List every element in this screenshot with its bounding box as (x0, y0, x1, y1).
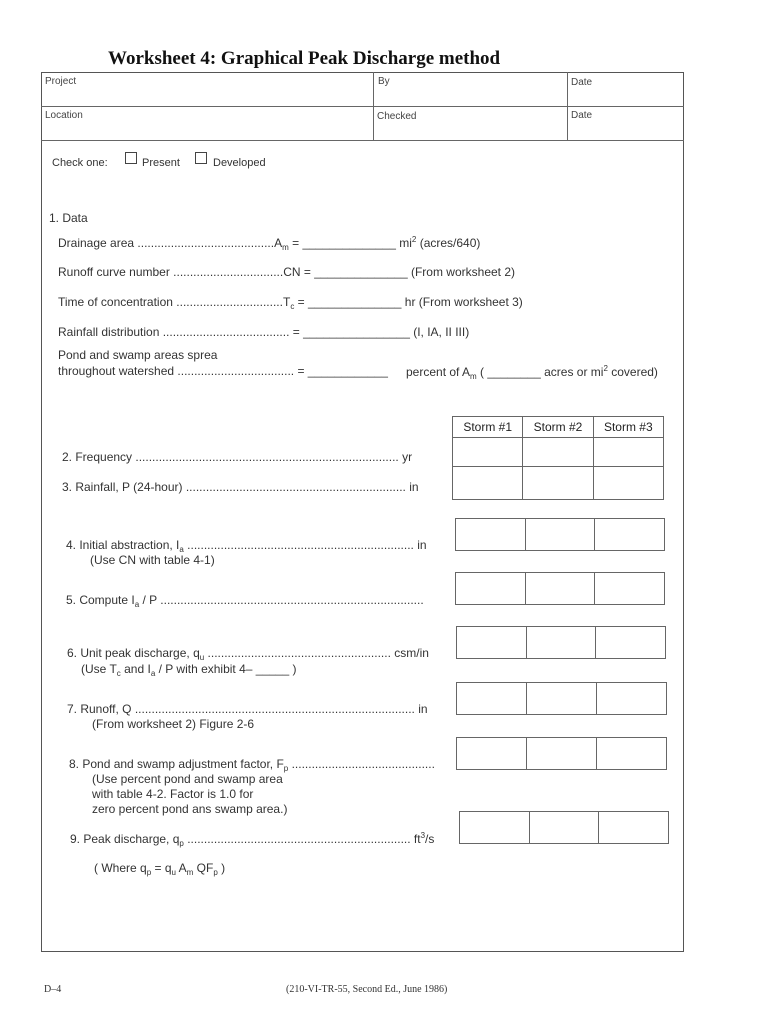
fp-storm-2-cell[interactable] (526, 738, 596, 769)
rainfall-label: 3. Rainfall, P (24-hour) .................................................................. in (62, 480, 419, 494)
qu-storm-1-cell[interactable] (457, 627, 526, 658)
project-label: Project (45, 76, 77, 87)
peak-discharge-label: 9. Peak discharge, $q_p$ ................................................................... $ft^3/s$ (70, 831, 435, 848)
ia-over-p-boxes (455, 572, 665, 605)
pond-line-1: Pond and swamp areas sprea (58, 348, 218, 362)
check-one-label: Check one: (52, 157, 108, 169)
ia-storm-3-cell[interactable] (594, 519, 664, 550)
ia-storm-2-cell[interactable] (525, 519, 595, 550)
rainfall-row (453, 466, 663, 499)
checked-label: Checked (377, 111, 417, 122)
initial-abstraction-note: (Use CN with table 4-1) (90, 553, 215, 567)
iap-storm-3-cell[interactable] (594, 573, 664, 604)
pond-factor-note-2: with table 4-2. Factor is 1.0 for (92, 787, 254, 801)
initial-abstraction-boxes (455, 518, 665, 551)
peak-discharge-boxes (459, 811, 669, 844)
developed-label: Developed (213, 157, 266, 169)
qu-storm-2-cell[interactable] (526, 627, 596, 658)
rainfall-storm-1-cell[interactable] (453, 467, 522, 499)
rainfall-storm-3-cell[interactable] (593, 467, 663, 499)
runoff-storm-3-cell[interactable] (596, 683, 666, 714)
runoff-storm-2-cell[interactable] (526, 683, 596, 714)
header-divider-1 (41, 106, 684, 107)
header-col-divider-1 (373, 72, 374, 140)
pond-percent: percent of $A_m$ ( ________ acres or $mi^2$ covered) (406, 364, 658, 381)
runoff-label: 7. Runoff, Q .................................................................................... in (67, 702, 428, 716)
time-of-concentration-row: Time of concentration $................................T_c$ = ______________ hr (From worksheet 3) (58, 295, 523, 311)
frequency-storm-2-cell[interactable] (522, 438, 592, 466)
header-divider-2 (41, 140, 684, 141)
drainage-area-row: Drainage area $.........................................A_m$ = ______________ $mi^2$ (acres/640) (58, 235, 481, 252)
qu-storm-3-cell[interactable] (595, 627, 665, 658)
frequency-storm-3-cell[interactable] (593, 438, 663, 466)
location-label: Location (45, 110, 83, 121)
frequency-storm-1-cell[interactable] (453, 438, 522, 466)
pond-line-2: throughout watershed ................................... = ____________ (58, 364, 388, 378)
runoff-note: (From worksheet 2) Figure 2-6 (92, 717, 255, 731)
date-label: Date (571, 77, 593, 88)
unit-peak-discharge-label: 6. Unit peak discharge, $q_u$ ....................................................... csm/in (67, 646, 429, 662)
runoff-storm-1-cell[interactable] (457, 683, 526, 714)
date-label-2: Date (571, 110, 593, 121)
initial-abstraction-label: 4. Initial abstraction, $I_a$ .................................................................... in (66, 538, 427, 554)
ia-over-p-label: 5. Compute $I_a$ / P ............................................................................... (66, 593, 424, 609)
peak-discharge-formula: ( Where $q_p = q_u$ $A_m$ $QF_p$ ) (94, 861, 226, 877)
rainfall-distribution-row: Rainfall distribution ...................................... = ________________ (I, IA, II III) (58, 325, 470, 339)
pond-factor-label: 8. Pond and swamp adjustment factor, $F_p$ ........................................... (69, 757, 435, 773)
header-col-divider-2 (567, 72, 568, 140)
iap-storm-1-cell[interactable] (456, 573, 525, 604)
qp-storm-2-cell[interactable] (529, 812, 599, 843)
data-heading: 1. Data (49, 211, 88, 225)
rainfall-storm-2-cell[interactable] (522, 467, 592, 499)
by-label: By (378, 76, 390, 87)
storm-1-header: Storm #1 (463, 420, 512, 434)
page-title: Worksheet 4: Graphical Peak Discharge method (108, 48, 501, 69)
pond-factor-note-3: zero percent pond ans swamp area.) (92, 802, 288, 816)
page-number: D–4 (44, 984, 62, 995)
pond-factor-boxes (456, 737, 667, 770)
present-checkbox[interactable] (125, 152, 137, 164)
unit-peak-discharge-note: (Use $T_c$ and $I_a$ / P with exhibit 4– _____ ) (81, 662, 297, 678)
ia-storm-1-cell[interactable] (456, 519, 525, 550)
storm-header-row (453, 417, 663, 437)
runoff-boxes (456, 682, 667, 715)
storm-table (452, 416, 664, 500)
frequency-label: 2. Frequency ............................................................................... yr (62, 450, 413, 464)
present-label: Present (142, 157, 180, 169)
developed-checkbox[interactable] (195, 152, 207, 164)
unit-peak-discharge-boxes (456, 626, 666, 659)
qp-storm-1-cell[interactable] (460, 812, 529, 843)
frequency-row (453, 437, 663, 466)
curve-number-row: Runoff curve number .................................CN = ______________ (From worksheet 2) (58, 265, 515, 279)
fp-storm-1-cell[interactable] (457, 738, 526, 769)
storm-3-header: Storm #3 (593, 417, 663, 437)
fp-storm-3-cell[interactable] (596, 738, 666, 769)
qp-storm-3-cell[interactable] (598, 812, 668, 843)
iap-storm-2-cell[interactable] (525, 573, 595, 604)
document-reference: (210-VI-TR-55, Second Ed., June 1986) (286, 984, 448, 995)
pond-factor-note-1: (Use percent pond and swamp area (92, 772, 283, 786)
storm-2-header: Storm #2 (522, 417, 592, 437)
